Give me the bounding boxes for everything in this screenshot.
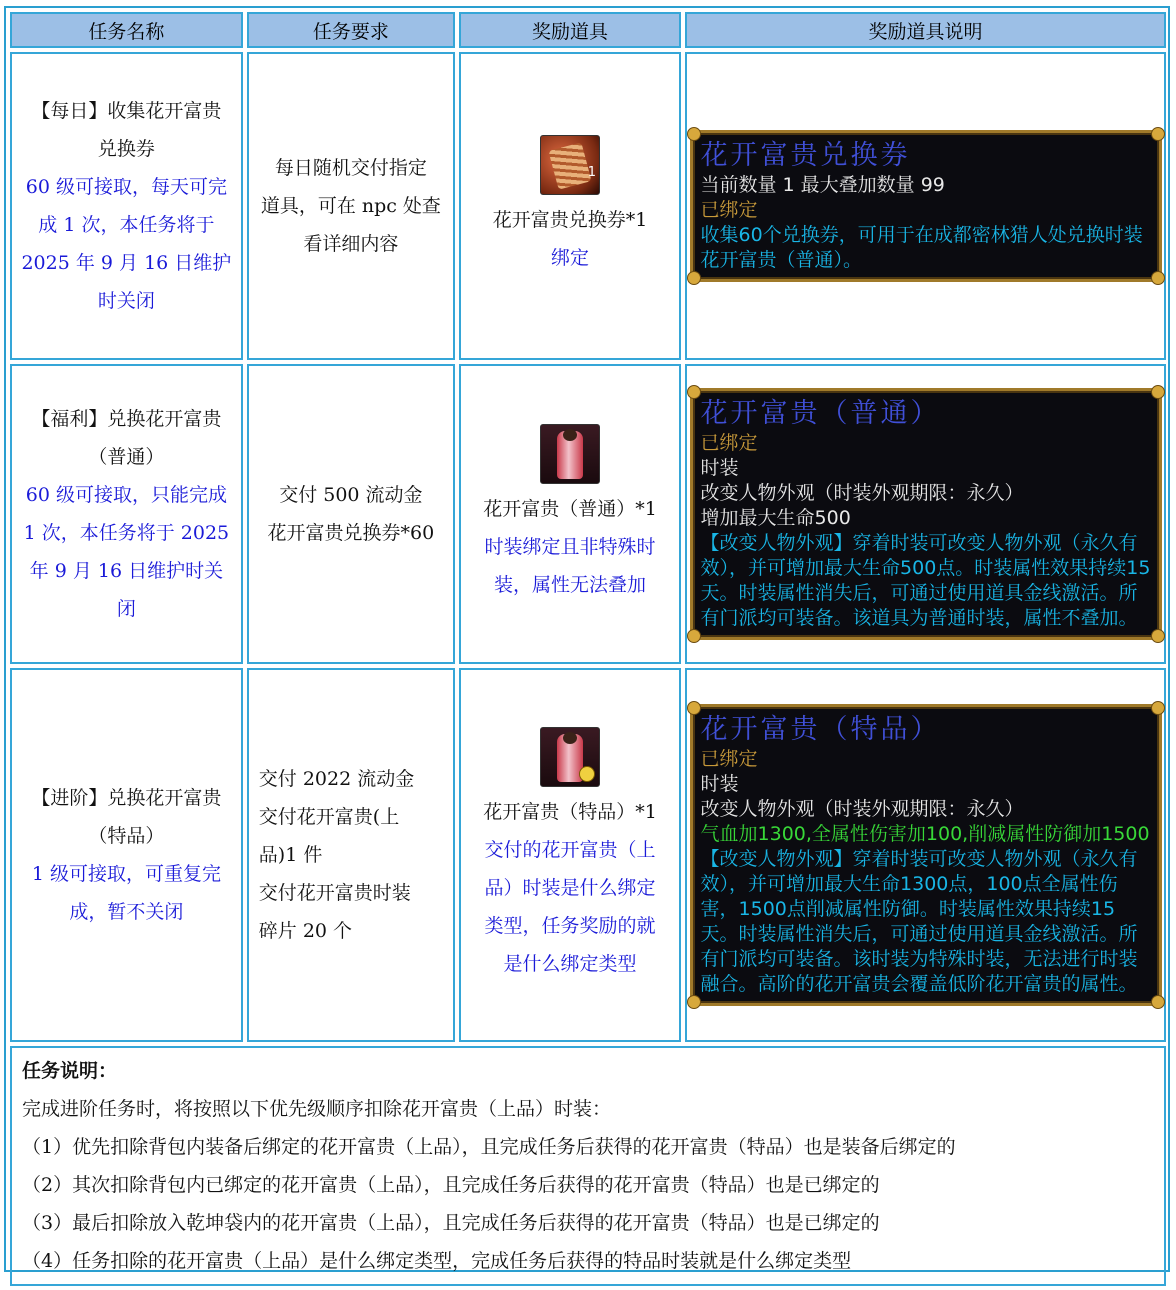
tooltip-line: 收集60个兑换券，可用于在成都密林猎人处兑换时装花开富贵（普通）。 [700,224,1143,271]
task-name-line: 【每日】收集花开富贵 [31,100,222,122]
item-tooltip [690,704,1162,1006]
task-name-line: （特品） [88,825,165,847]
notes-line: 完成进阶任务时，将按照以下优先级顺序扣除花开富贵（上品）时装： [22,1098,612,1120]
requirement-line: 交付 500 流动金 [279,484,423,506]
special-badge-icon [579,766,595,782]
task-note-line: 成，暂不关闭 [69,901,184,923]
task-requirement-cell [247,668,455,1042]
requirement-line: 交付花开富贵(上 [258,806,400,828]
tooltip-title: 花开富贵（普通） [700,398,941,429]
notes-title: 任务说明： [22,1060,118,1082]
tooltip-line: 增加最大生命500 [700,507,851,529]
reward-name: 花开富贵（普通）*1 [483,498,657,520]
tooltip-line: 时装 [700,773,739,795]
notes-line: （1）优先扣除背包内装备后绑定的花开富贵（上品），且完成任务后获得的花开富贵（特品）也是装备后绑定的 [22,1136,956,1158]
table-row [10,668,1166,1042]
item-tooltip [690,388,1162,640]
task-name-line: 兑换券 [97,138,155,160]
reward-note-line: 类型，任务奖励的就 [484,915,656,937]
reward-name: 花开富贵兑换券*1 [492,209,648,231]
tooltip-line: 已绑定 [700,199,758,221]
item-tooltip [690,130,1162,282]
tooltip-line: 已绑定 [700,432,758,454]
reward-name: 花开富贵（特品）*1 [483,801,657,823]
reward-item-cell [459,52,681,360]
tooltip-line: 【改变人物外观】穿着时装可改变人物外观（永久有效），并可增加最大生命500点。时装属性效果持续15天。时装属性消失后，可通过使用道具金线激活。所有门派均可装备。该道具为普通时装，属性不叠加。 [700,532,1151,629]
notes-line: （2）其次扣除背包内已绑定的花开富贵（上品），且完成任务后获得的花开富贵（特品）也是已绑定的 [22,1174,880,1196]
tooltip-line: 已绑定 [700,748,758,770]
task-name-cell [10,364,243,664]
costume-icon [540,424,600,484]
requirement-line: 道具，可在 npc 处查 [260,195,441,217]
tooltip-line: 改变人物外观（时装外观期限：永久） [700,798,1024,820]
reward-item-cell [459,668,681,1042]
requirement-line: 交付花开富贵时装 [258,882,411,904]
tooltip-line: 气血加1300,全属性伤害加100,削减属性防御加1500 [700,823,1150,845]
tooltip-title: 花开富贵（特品） [700,714,941,745]
task-name-line: 【福利】兑换花开富贵 [31,408,222,430]
header-reward-description: 奖励道具说明 [685,12,1166,48]
reward-note-line: 时装绑定且非特殊时 [484,536,656,558]
task-requirement-cell [247,364,455,664]
reward-note-line: 是什么绑定类型 [503,953,637,975]
requirement-line: 花开富贵兑换券*60 [267,522,435,544]
header-task-name: 任务名称 [10,12,243,48]
tooltip-line: 【改变人物外观】穿着时装可改变人物外观（永久有效），并可增加最大生命1300点，100点全属性伤害，1500点削减属性防御。时装属性效果持续15天。时装属性消失后，可通过使用道具金线激活。所有门派均可装备。该时装为特殊时装，无法进行时装融合。高阶的花开富贵会覆盖低阶花开富贵的属性。 [700,848,1138,995]
task-notes-cell [10,1046,1166,1286]
reward-description-cell [685,52,1166,360]
tooltip-line: 时装 [700,457,739,479]
notes-row [10,1046,1166,1286]
tooltip-title: 花开富贵兑换券 [700,140,911,171]
header-reward-item: 奖励道具 [459,12,681,48]
task-name-line: 【进阶】兑换花开富贵 [31,787,222,809]
reward-item-cell [459,364,681,664]
notes-line: （4）任务扣除的花开富贵（上品）是什么绑定类型，完成任务后获得的特品时装就是什么绑定类型 [22,1250,852,1272]
task-name-line: （普通） [88,446,165,468]
task-note-line: 1 次，本任务将于 2025 [23,522,230,544]
costume-special-icon [540,727,600,787]
header-task-requirement: 任务要求 [247,12,455,48]
requirement-line: 每日随机交付指定 [274,157,427,179]
reward-description-cell [685,364,1166,664]
task-requirement-cell [247,52,455,360]
table-row [10,364,1166,664]
task-note-line: 成 1 次，本任务将于 [38,214,215,236]
requirement-line: 品)1 件 [258,844,323,866]
reward-note-line: 装，属性无法叠加 [494,574,647,596]
tooltip-line: 当前数量 1 最大叠加数量 99 [700,174,945,196]
requirement-line: 交付 2022 流动金 [258,768,415,790]
task-note-line: 2025 年 9 月 16 日维护 [21,252,232,274]
tooltip-line: 改变人物外观（时装外观期限：永久） [700,482,1024,504]
reward-note-line: 品）时装是什么绑定 [484,877,656,899]
task-note-line: 时关闭 [97,290,155,312]
table-row [10,52,1166,360]
reward-description-cell [685,668,1166,1042]
task-note-line: 60 级可接取，每天可完 [25,176,227,198]
task-note-line: 1 级可接取，可重复完 [31,863,221,885]
reward-note-line: 交付的花开富贵（上 [484,839,656,861]
task-note-line: 闭 [116,598,136,620]
notes-line: （3）最后扣除放入乾坤袋内的花开富贵（上品），且完成任务后获得的花开富贵（特品）也是已绑定的 [22,1212,880,1234]
task-table [6,8,1170,1290]
requirement-line: 碎片 20 个 [258,920,353,942]
scroll-icon [540,135,600,195]
task-name-cell [10,52,243,360]
requirement-line: 看详细内容 [303,233,399,255]
task-name-cell [10,668,243,1042]
item-count-label: 1 [587,165,596,180]
reward-note-line: 绑定 [551,247,590,269]
header-row [10,12,1166,48]
task-note-line: 年 9 月 16 日维护时关 [29,560,224,582]
task-note-line: 60 级可接取，只能完成 [25,484,227,506]
